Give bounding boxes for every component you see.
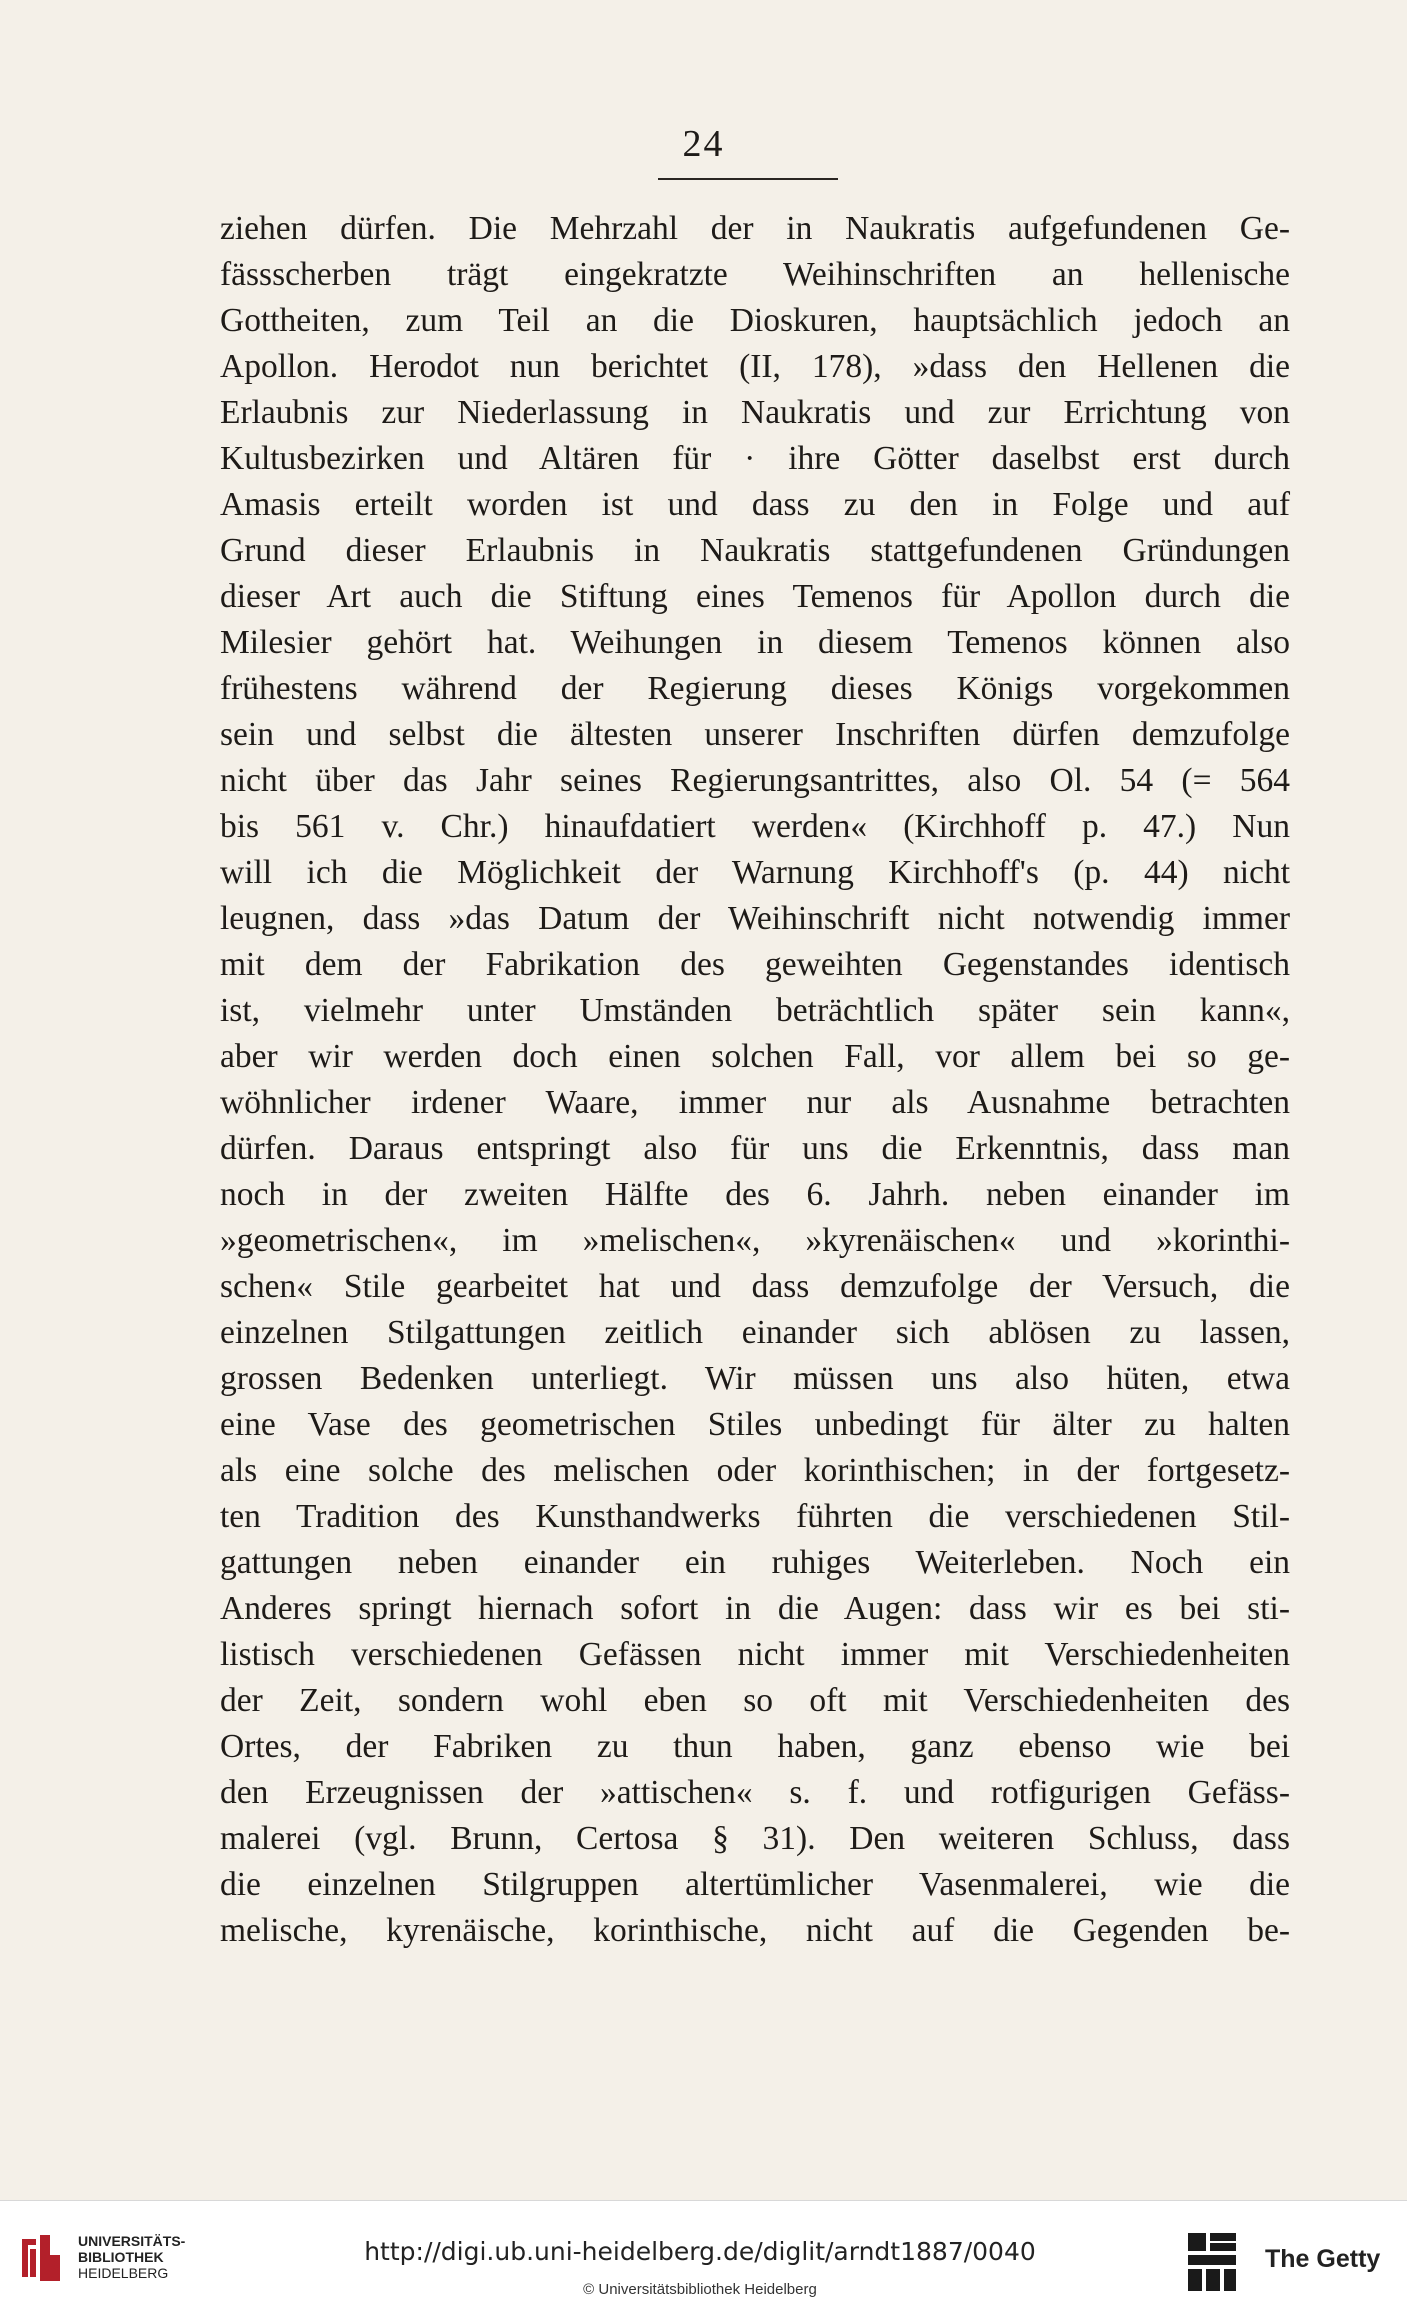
text-line: Milesier gehört hat. Weihungen in diesem Temenos können also (220, 624, 1290, 661)
text-line: Amasis erteilt worden ist und dass zu den in Folge und auf (220, 486, 1290, 523)
text-line: dieser Art auch die Stiftung eines Temenos für Apollon durch die (220, 578, 1290, 615)
text-line: Ortes, der Fabriken zu thun haben, ganz ebenso wie bei (220, 1728, 1290, 1765)
text-line: einzelnen Stilgattungen zeitlich einander sich ablösen zu lassen, (220, 1314, 1290, 1351)
text-line: ziehen dürfen. Die Mehrzahl der in Naukratis aufgefundenen Ge- (220, 210, 1290, 247)
text-line: aber wir werden doch einen solchen Fall, vor allem bei so ge- (220, 1038, 1290, 1075)
text-line: Grund dieser Erlaubnis in Naukratis stattgefundenen Gründungen (220, 532, 1290, 569)
library-name (78, 2233, 185, 2281)
text-line: sein und selbst die ältesten unserer Inschriften dürfen demzufolge (220, 716, 1290, 753)
text-line: Anderes springt hiernach sofort in die Augen: dass wir es bei sti- (220, 1590, 1290, 1627)
text-line: will ich die Möglichkeit der Warnung Kirchhoff's (p. 44) nicht (220, 854, 1290, 891)
footer-bar (0, 2200, 1407, 2310)
text-line: schen« Stile gearbeitet hat und dass demzufolge der Versuch, die (220, 1268, 1290, 1305)
text-line: »geometrischen«, im »melischen«, »kyrenäischen« und »korinthi- (220, 1222, 1290, 1259)
library-line-1: UNIVERSITÄTS- (78, 2233, 186, 2249)
text-line: bis 561 v. Chr.) hinaufdatiert werden« (Kirchhoff p. 47.) Nun (220, 808, 1290, 845)
text-line: Erlaubnis zur Niederlassung in Naukratis und zur Errichtung von (220, 394, 1290, 431)
text-line: Gottheiten, zum Teil an die Dioskuren, hauptsächlich jedoch an (220, 302, 1290, 339)
text-line: dürfen. Daraus entspringt also für uns die Erkenntnis, dass man (220, 1130, 1290, 1167)
text-line: grossen Bedenken unterliegt. Wir müssen uns also hüten, etwa (220, 1360, 1290, 1397)
text-line: noch in der zweiten Hälfte des 6. Jahrh. neben einander im (220, 1176, 1290, 1213)
text-line: melische, kyrenäische, korinthische, nicht auf die Gegenden be- (220, 1912, 1290, 1949)
text-line: Kultusbezirken und Altären für · ihre Götter daselbst erst durch (220, 440, 1290, 477)
text-line: gattungen neben einander ein ruhiges Weiterleben. Noch ein (220, 1544, 1290, 1581)
text-line: listisch verschiedenen Gefässen nicht immer mit Verschiedenheiten (220, 1636, 1290, 1673)
header-rule (658, 178, 838, 180)
text-line: eine Vase des geometrischen Stiles unbedingt für älter zu halten (220, 1406, 1290, 1443)
text-line: Apollon. Herodot nun berichtet (II, 178), »dass den Hellenen die (220, 348, 1290, 385)
text-line: als eine solche des melischen oder korinthischen; in der fortgesetz- (220, 1452, 1290, 1489)
text-line: wöhnlicher irdener Waare, immer nur als Ausnahme betrachten (220, 1084, 1290, 1121)
getty-logo-icon (1186, 2231, 1238, 2293)
text-line: leugnen, dass »das Datum der Weihinschrift nicht notwendig immer (220, 900, 1290, 937)
copyright-notice: © Universitätsbibliothek Heidelberg (583, 2281, 817, 2298)
text-line: der Zeit, sondern wohl eben so oft mit Verschiedenheiten des (220, 1682, 1290, 1719)
heidelberg-logo-icon (16, 2231, 68, 2285)
page-number: 24 (682, 123, 725, 165)
text-line: ist, vielmehr unter Umständen beträchtlich später sein kann«, (220, 992, 1290, 1029)
text-line: fässscherben trägt eingekratzte Weihinschriften an hellenische (220, 256, 1290, 293)
text-line: nicht über das Jahr seines Regierungsantrittes, also Ol. 54 (= 564 (220, 762, 1290, 799)
permalink-url[interactable]: http://digi.ub.uni-heidelberg.de/diglit/arndt1887/0040 (364, 2237, 1036, 2266)
text-line: frühestens während der Regierung dieses Königs vorgekommen (220, 670, 1290, 707)
library-line-3: HEIDELBERG (78, 2265, 169, 2281)
text-line: mit dem der Fabrikation des geweihten Gegenstandes identisch (220, 946, 1290, 983)
text-line: ten Tradition des Kunsthandwerks führten die verschiedenen Stil- (220, 1498, 1290, 1535)
library-line-2: BIBLIOTHEK (78, 2249, 164, 2265)
partner-name: The Getty (1265, 2245, 1381, 2273)
body-text (220, 206, 1290, 1954)
text-line: malerei (vgl. Brunn, Certosa § 31). Den weiteren Schluss, dass (220, 1820, 1290, 1857)
text-line: den Erzeugnissen der »attischen« s. f. und rotfigurigen Gefäss- (220, 1774, 1290, 1811)
text-line: die einzelnen Stilgruppen altertümlicher Vasenmalerei, wie die (220, 1866, 1290, 1903)
